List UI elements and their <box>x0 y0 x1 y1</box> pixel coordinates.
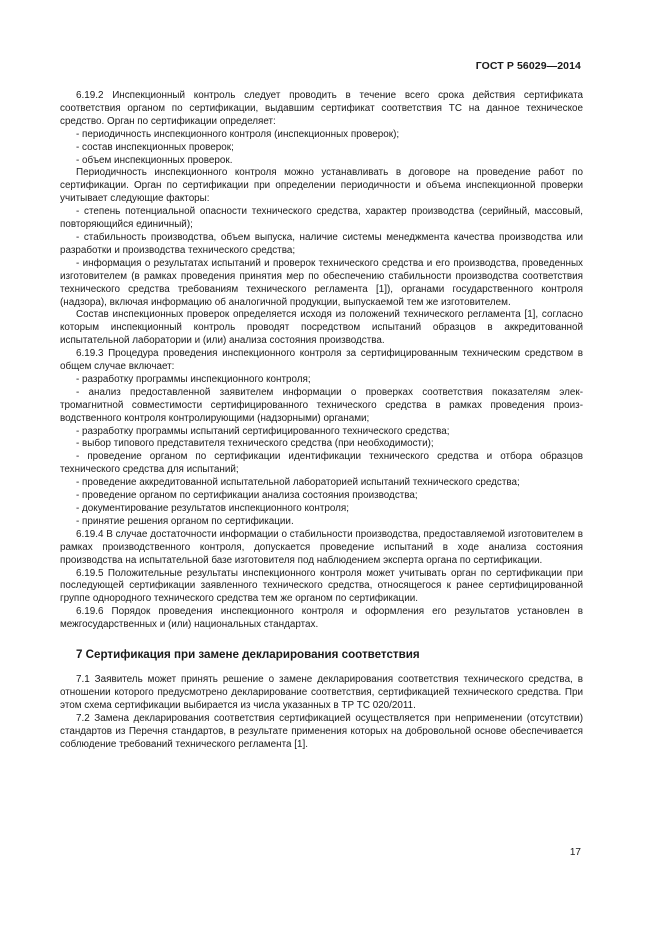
paragraph-6-19-5: 6.19.5 Положительные результаты инспекционного контроля может учитывать орган по сертификации при последующей сертификации заявленного технического средства, относящегося к ранее сертифицированной группе однородного технического средства тем же органом по сертификации. <box>60 567 583 605</box>
list-item: - состав инспекционных проверок; <box>76 141 234 153</box>
list-item: - разработку программы инспекционного контроля; <box>76 373 311 385</box>
section-title: 7 Сертификация при замене декларирования соответствия <box>76 648 420 662</box>
list-item: - проведение органом по сертификации анализа состояния производства; <box>76 490 418 502</box>
paragraph-7-1: 7.1 Заявитель может принять решение о замене декларирования соответствия технического средства, в отношении которого предусмотрено декларирование соответствия, сертификацией технического средства. При этом схема сертификации выбирается из числа указанных в ТР ТС 020/2011. <box>60 673 583 711</box>
list-item: - проведение органом по сертификации идентификации технического средства и отбора образцов технического средства для испытаний; <box>60 451 583 476</box>
list-item: - объем инспекционных проверок. <box>76 154 233 166</box>
list-item: - анализ предоставленной заявителем информации о проверках соответствия показателям электромагнитной совместимости сертифицированного технического средства в рамках проведения производственного контроля контролирующими (надзорными) органами; <box>60 386 583 424</box>
list-item: - периодичность инспекционного контроля (инспекционных проверок); <box>76 128 400 140</box>
paragraph-7-2: 7.2 Замена декларирования соответствия сертификацией осуществляется при неприменении (отсутствии) стандартов из Перечня стандартов, в результате применения которых на добровольной основе обеспечивается соблюдение требований технического регламента [1]. <box>60 712 583 750</box>
paragraph-6-19-3: 6.19.3 Процедура проведения инспекционного контроля за сертифицированным техническим средством в общем случае включает: <box>60 348 583 373</box>
list-item: - стабильность производства, объем выпуска, наличие системы менеджмента качества производства или разработки и производства технического средства; <box>60 231 583 256</box>
list-item: - принятие решения органом по сертификации. <box>76 515 294 527</box>
paragraph: Состав инспекционных проверок определяется исходя из положений технического регламента [1], согласно которым инспекционный контроль проводят посредством испытаний образцов в аккредитованной испытательной лаборатории и (или) анализа состояния производства. <box>60 309 583 347</box>
list-item: - документирование результатов инспекционного контроля; <box>76 503 350 514</box>
document-body <box>60 90 583 751</box>
list-item: - разработку программы испытаний сертифицированного технического средства; <box>76 425 450 437</box>
list-item: - проведение аккредитованной испытательной лабораторией испытаний технического средства; <box>76 477 520 489</box>
list-item: - информация о результатах испытаний и проверок технического средства и его производства, проведенных изготовителем (в рамках проведения принятия мер по обеспечению стабильности производства соответствия технического средства требованиям технического регламента [1]), органами государственного контроля (надзора), включая информацию об аналогичной продукции, выпускаемой тем же изготовителем. <box>60 257 583 308</box>
paragraph: Периодичность инспекционного контроля можно устанавливать в договоре на проведение работ по сертификации. Орган по сертификации при определении периодичности и объема инспекционной проверки учитывает следующие факторы: <box>60 167 583 205</box>
list-item: - выбор типового представителя технического средства (при необходимости); <box>76 438 434 450</box>
paragraph-6-19-4: 6.19.4 В случае достаточности информации о стабильности производства, предоставляемой изготовителем в рамках производственного контроля, допускается проведение испытаний в ходе анализа состояния производства на испытательной базе изготовителя под наблюдением эксперта органа по сертификации. <box>60 528 583 566</box>
standard-code: ГОСТ Р 56029—2014 <box>475 60 581 72</box>
paragraph-6-19-6: 6.19.6 Порядок проведения инспекционного контроля и оформления его результатов установлен в межгосударственных и (или) национальных стандартах. <box>60 606 583 631</box>
paragraph-6-19-2: 6.19.2 Инспекционный контроль следует проводить в течение всего срока действия сертификата соответствия органом по сертификации, выдавшим сертификат соответствия ТС на данное техническое средство. Орган по сертификации определяет: <box>60 90 583 127</box>
page-number: 17 <box>569 847 581 858</box>
list-item: - степень потенциальной опасности технического средства, характер производства (серийный, массовый, повторяющийся единичный); <box>60 206 583 231</box>
